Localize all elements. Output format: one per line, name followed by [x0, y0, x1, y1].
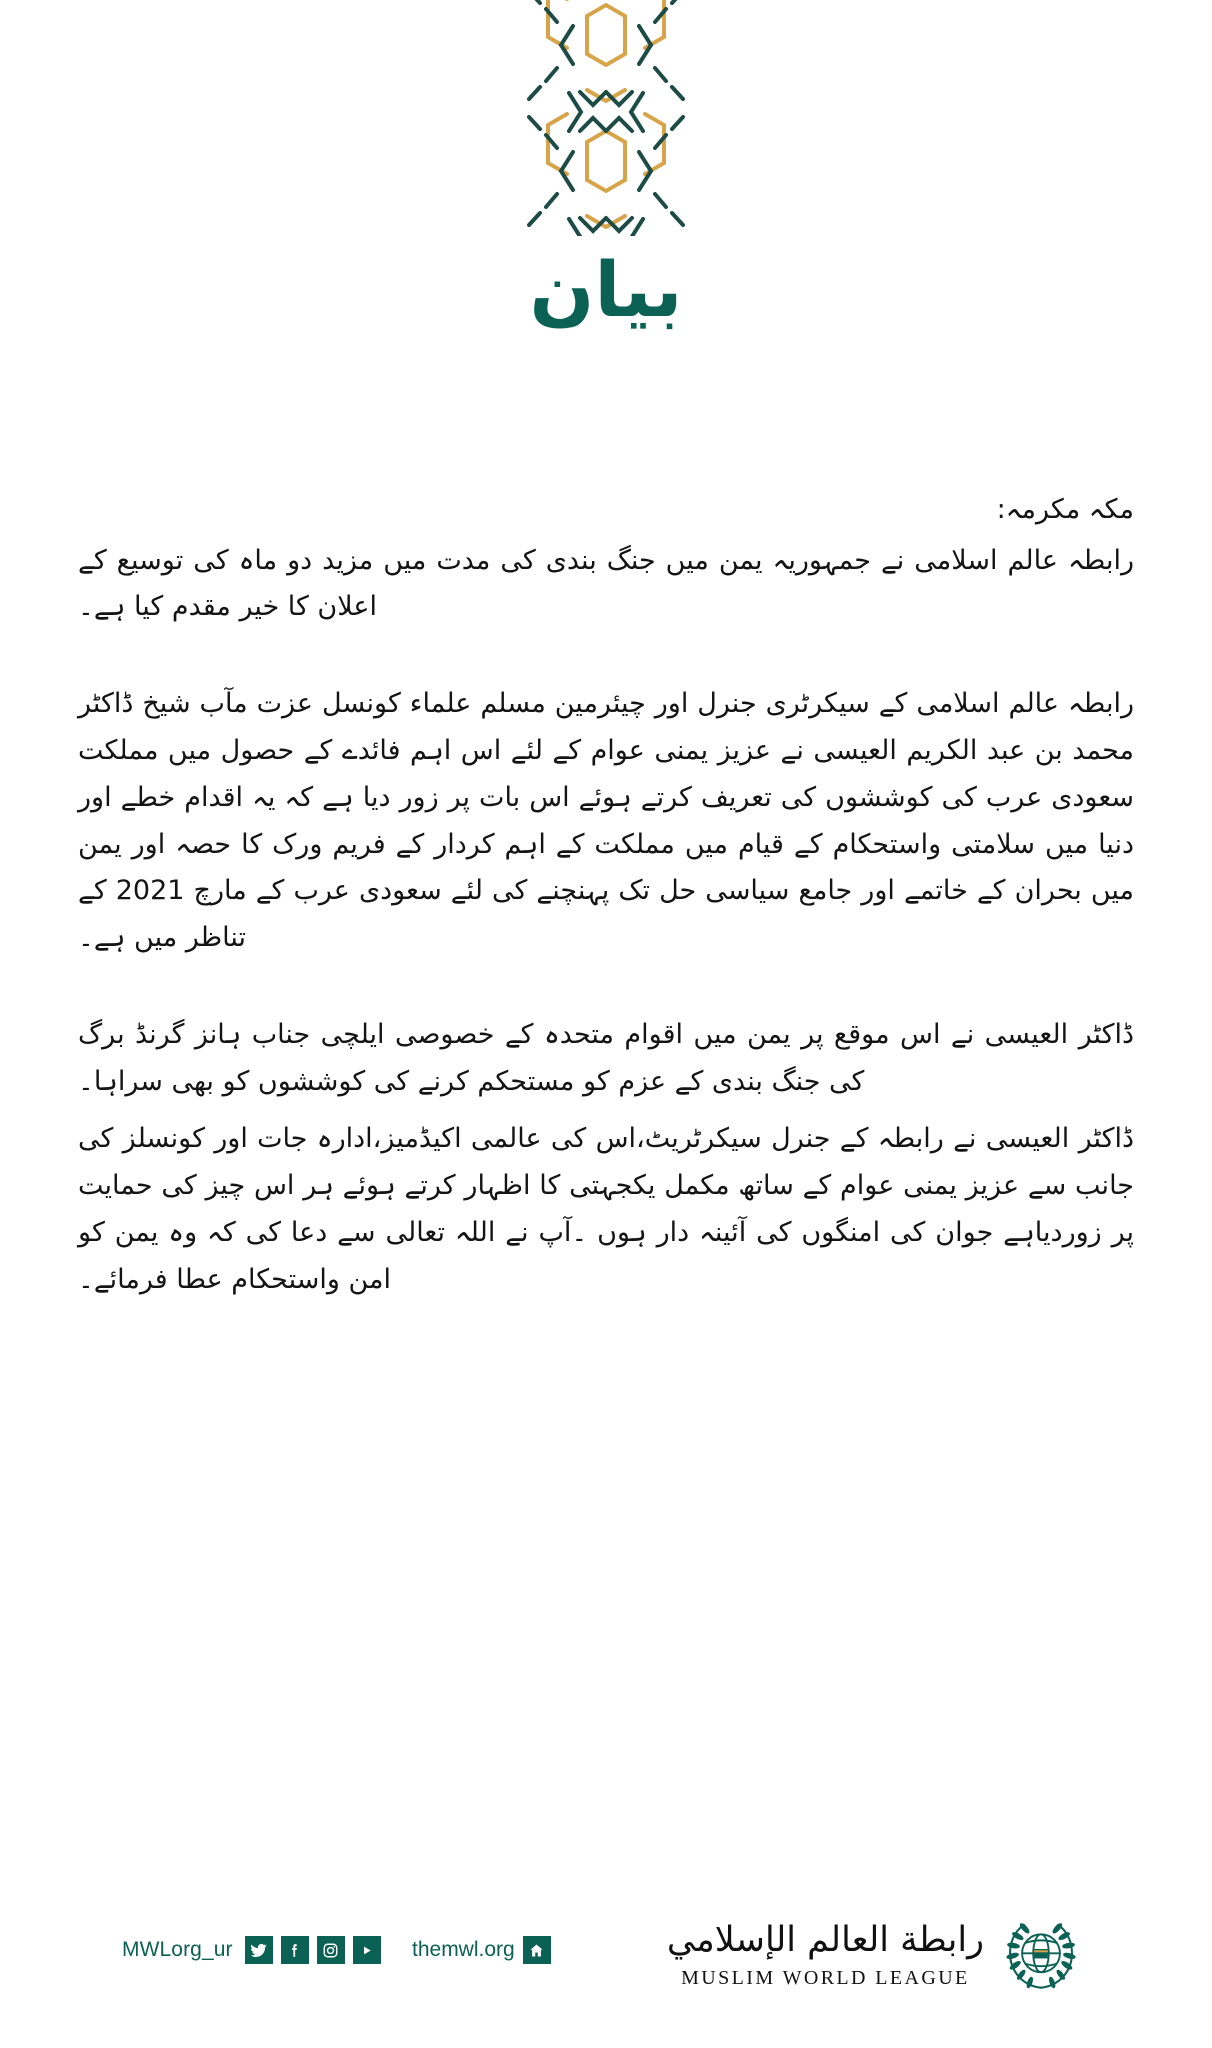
youtube-icon[interactable]: [353, 1936, 381, 1964]
social-media-group: [122, 1936, 381, 1964]
page-title-container: [0, 242, 1212, 337]
paragraph-un-envoy: ڈاکٹر العیسی نے اس موقع پر یمن میں اقوام متحدہ کے خصوصی ایلچی جناب ہانز گرنڈ برگ کی جنگ بندی کے عزم کو مستحکم کرنے کی کوششوں کو بھی سراہا۔: [78, 1019, 1134, 1098]
facebook-icon[interactable]: [281, 1936, 309, 1964]
paragraph-lead: رابطہ عالم اسلامی نے جمہوریہ یمن میں جنگ بندی کی مدت میں مزید دو ماہ کی توسیع کے اعلان کا خیر مقدم کیا ہے۔: [78, 544, 1134, 623]
page-title: بيان: [529, 245, 683, 334]
paragraph-main: رابطہ عالم اسلامی کے سیکرٹری جنرل اور چیئرمین مسلم علماء کونسل عزت مآب شیخ ڈاکٹر محمد بن عبد الكريم العیسی نے عزیز یمنی عوام کے لئے اس اہم فائدے کے حصول میں مملکت سعودی عرب کی کوششوں کی تعریف کرتے ہوئے اس بات پر زور دیا ہے کہ یہ اقدام خطے اور دنیا میں سلامتی واستحکام کے قیام میں مملکت کے اہم کردار کے فریم ورک کا حصہ اور یمن میں بحران کے خاتمے اور جامع سیاسی حل تک پہنچنے کی لئے سعودی عرب کے مارچ 2021 کے تناظر میں ہے۔: [78, 687, 1134, 954]
header-ornament-band: [0, 0, 1212, 236]
globe-laurel-emblem: [998, 1912, 1084, 1998]
brand-name-english: MUSLIM WORLD LEAGUE: [681, 1966, 970, 1989]
social-handle-label: MWLorg_ur: [122, 1938, 233, 1961]
paragraph-closing: ڈاکٹر العیسی نے رابطہ کے جنرل سیکرٹریٹ،اس کی عالمی اکیڈمیز،ادارہ جات اور کونسلز کی جانب سے عزیز یمنی عوام کے ساتھ مکمل یکجہتی کا اظہار کرتے ہوئے ہر اس چیز کی حمایت پر زوردیاہے جوان کی امنگوں کی آئینہ دار ہوں ۔آپ نے اللہ تعالی سے دعا کی کہ وہ یمن کو امن واستحکام عطا فرمائے۔: [78, 1123, 1134, 1296]
dateline: مكہ مكرمہ:: [996, 494, 1134, 525]
brand-name-arabic: رابطة العالم الإسلامي: [666, 1919, 984, 1960]
home-icon[interactable]: [523, 1936, 551, 1964]
brand-logo: [667, 1912, 1084, 1998]
website-url-label: themwl.org: [412, 1938, 515, 1961]
instagram-icon[interactable]: [317, 1936, 345, 1964]
statement-body: [0, 488, 1212, 1304]
twitter-icon[interactable]: [245, 1936, 273, 1964]
website-group[interactable]: [412, 1936, 551, 1964]
page-footer: [0, 1858, 1212, 2048]
geometric-pattern: [491, 0, 721, 236]
